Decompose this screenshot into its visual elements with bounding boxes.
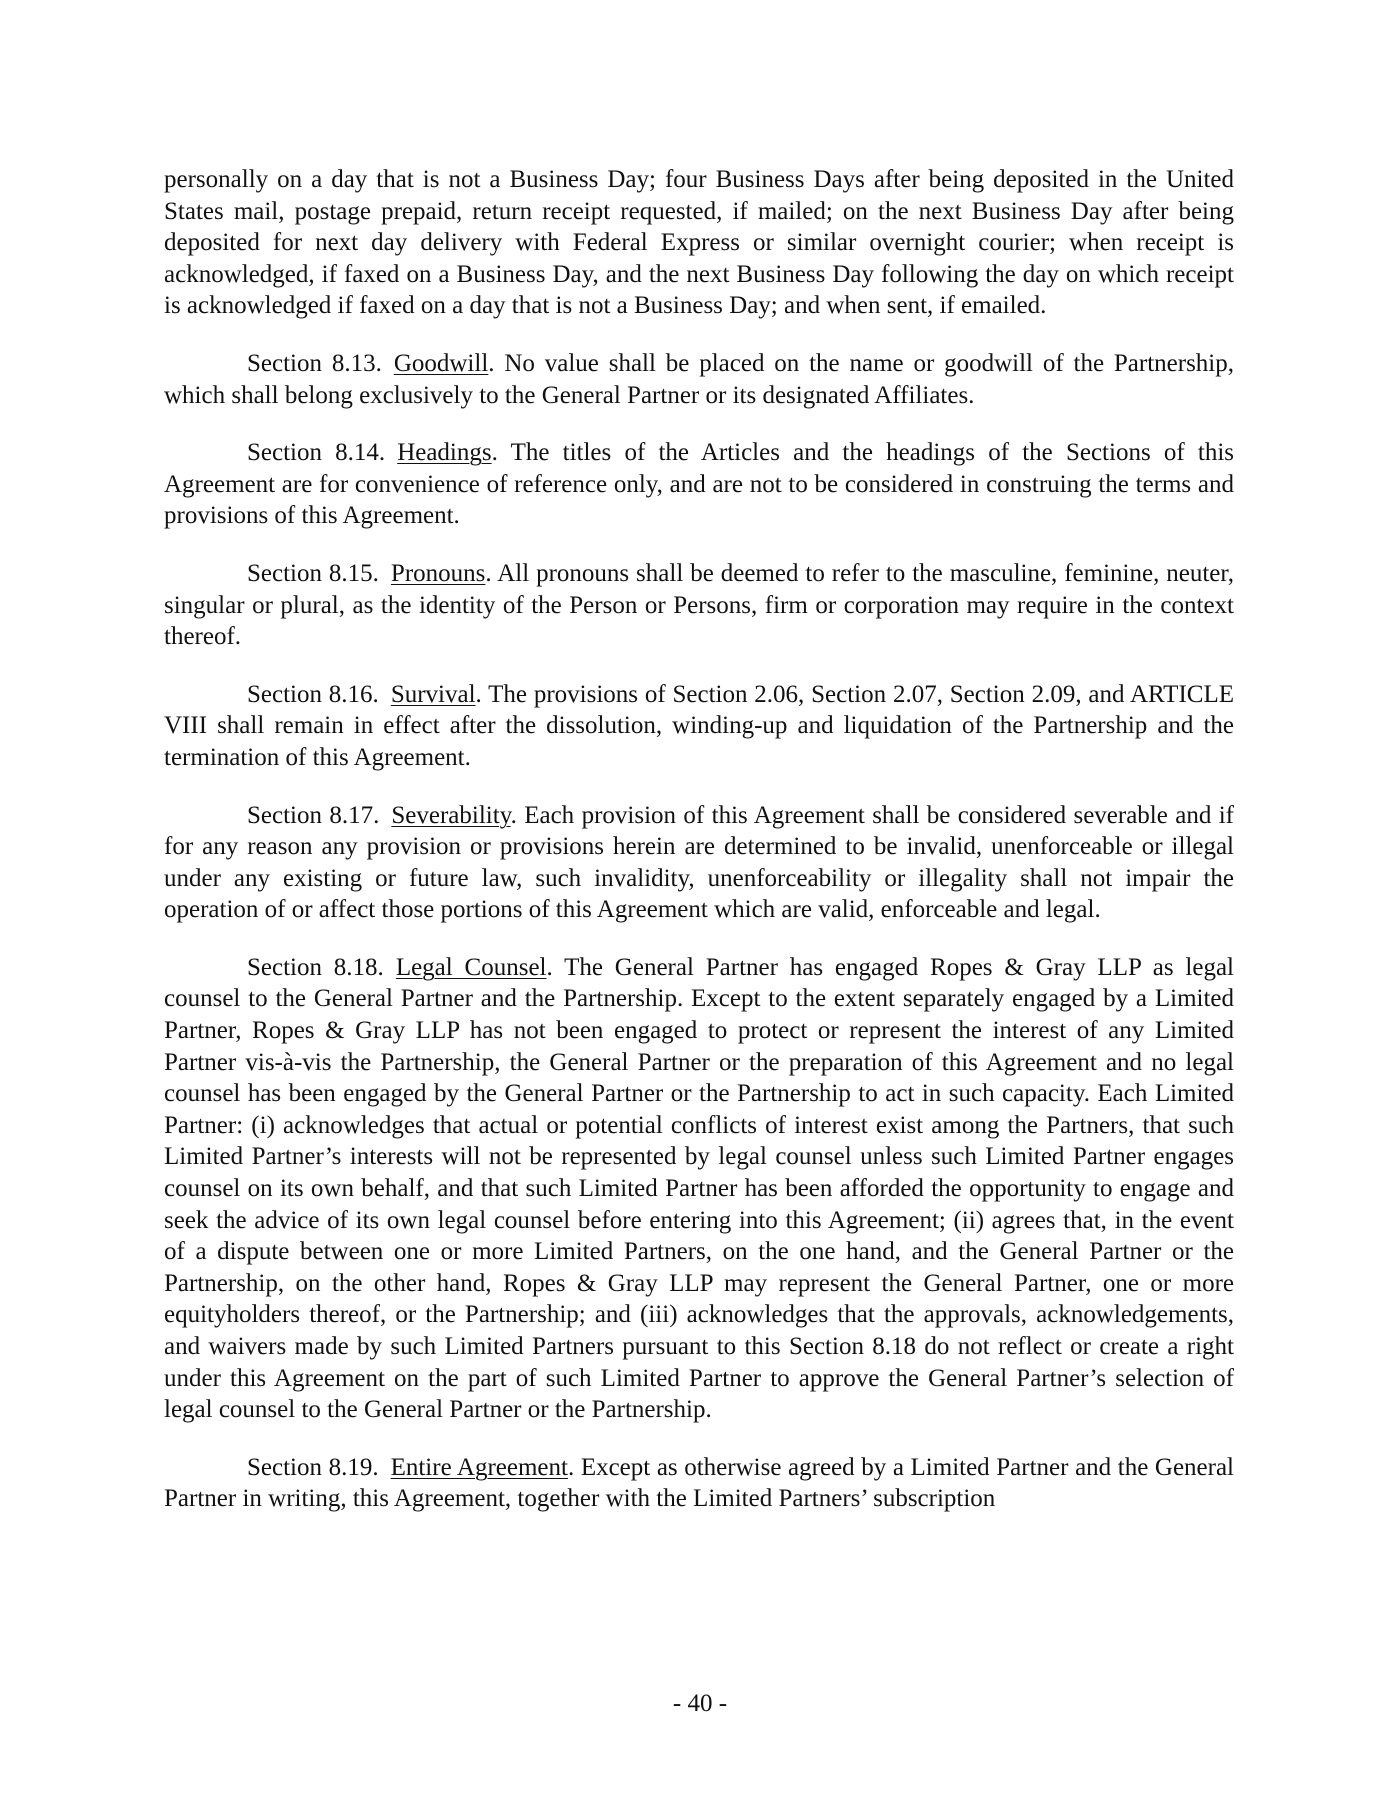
- section-number: Section 8.15.: [247, 559, 379, 587]
- section-8-14-headings: [164, 437, 1234, 532]
- section-body: . All pronouns shall be deemed to refer to the masculine, feminine, neuter, singular or plural, as the identity of the Person or Persons, firm or corporation may require in the context thereof.: [164, 559, 1234, 651]
- section-8-15-pronouns: [164, 558, 1234, 653]
- section-title: Severability: [391, 801, 511, 829]
- section-number: Section 8.18.: [247, 953, 384, 981]
- section-title: Entire Agreement: [390, 1453, 568, 1481]
- section-number: Section 8.14.: [247, 439, 386, 467]
- section-title: Headings: [397, 439, 492, 467]
- section-8-16-survival: [164, 679, 1234, 774]
- section-body: . No value shall be placed on the name or goodwill of the Partnership, which shall belong exclusively to the General Partner or its designated Affiliates.: [164, 349, 1234, 409]
- section-number: Section 8.19.: [247, 1453, 379, 1481]
- section-title: Goodwill: [393, 349, 489, 377]
- section-8-17-severability: [164, 800, 1234, 926]
- section-body: . The titles of the Articles and the headings of the Sections of this Agreement are for convenience of reference only, and are not to be considered in construing the terms and provisions of this Agreement.: [164, 439, 1234, 530]
- document-page: [164, 164, 1234, 1541]
- section-number: Section 8.17.: [247, 801, 380, 829]
- section-body: . Each provision of this Agreement shall be considered severable and if for any reason any provision or provisions herein are determined to be invalid, unenforceable or illegal under any existing or future law, such invalidity, unenforceability or illegality shall not impair the operation of or affect those portions of this Agreement which are valid, enforceable and legal.: [164, 801, 1234, 924]
- section-8-13-goodwill: [164, 348, 1234, 411]
- page-number: - 40 -: [672, 1690, 728, 1717]
- section-body: . Except as otherwise agreed by a Limited Partner and the General Partner in writing, this Agreement, together with the Limited Partners’ subscription: [164, 1453, 1235, 1513]
- section-number: Section 8.16.: [247, 680, 379, 708]
- section-title: Survival: [390, 680, 476, 708]
- section-title: Pronouns: [390, 559, 486, 587]
- paragraph-continuation: [164, 164, 1234, 322]
- section-number: Section 8.13.: [247, 349, 382, 377]
- section-8-19-entire-agreement: [164, 1452, 1234, 1515]
- section-8-18-legal-counsel: [164, 952, 1234, 1426]
- section-body: . The provisions of Section 2.06, Section 2.07, Section 2.09, and ARTICLE VIII shall remain in effect after the dissolution, winding-up and liquidation of the Partnership and the termination of this Agreement.: [164, 680, 1234, 771]
- paragraph-body: personally on a day that is not a Business Day; four Business Days after being deposited in the United States mail, postage prepaid, return receipt requested, if mailed; on the next Business Day after being deposited for next day delivery with Federal Express or similar overnight courier; when receipt is acknowledged, if faxed on a Business Day, and the next Business Day following the day on which receipt is acknowledged if faxed on a day that is not a Business Day; and when sent, if emailed.: [164, 166, 1234, 320]
- section-body: . The General Partner has engaged Ropes & Gray LLP as legal counsel to the General Partner and the Partnership. Except to the extent separately engaged by a Limited Partner, Ropes & Gray LLP has not been engaged to protect or represent the interest of any Limited Partner vis-à-vis the Partnership, the General Partner or the preparation of this Agreement and no legal counsel has been engaged by the General Partner or the Partnership to act in such capacity. Each Limited Partner: (i) acknowledges that actual or potential conflicts of interest exist among the Partners, that such Limited Partner’s interests will not be represented by legal counsel unless such Limited Partner engages counsel on its own behalf, and that such Limited Partner has been afforded the opportunity to engage and seek the advice of its own legal counsel before entering into this Agreement; (ii) agrees that, in the event of a dispute between one or more Limited Partners, on the one hand, and the General Partner or the Partnership, on the other hand, Ropes & Gray LLP may represent the General Partner, one or more equityholders thereof, or the Partnership; and (iii) acknowledges that the approvals, acknowledgements, and waivers made by such Limited Partners pursuant to this Section 8.18 do not reflect or create a right under this Agreement on the part of such Limited Partner to approve the General Partner’s selection of legal counsel to the General Partner or the Partnership.: [164, 953, 1234, 1424]
- section-title: Legal Counsel: [395, 953, 547, 981]
